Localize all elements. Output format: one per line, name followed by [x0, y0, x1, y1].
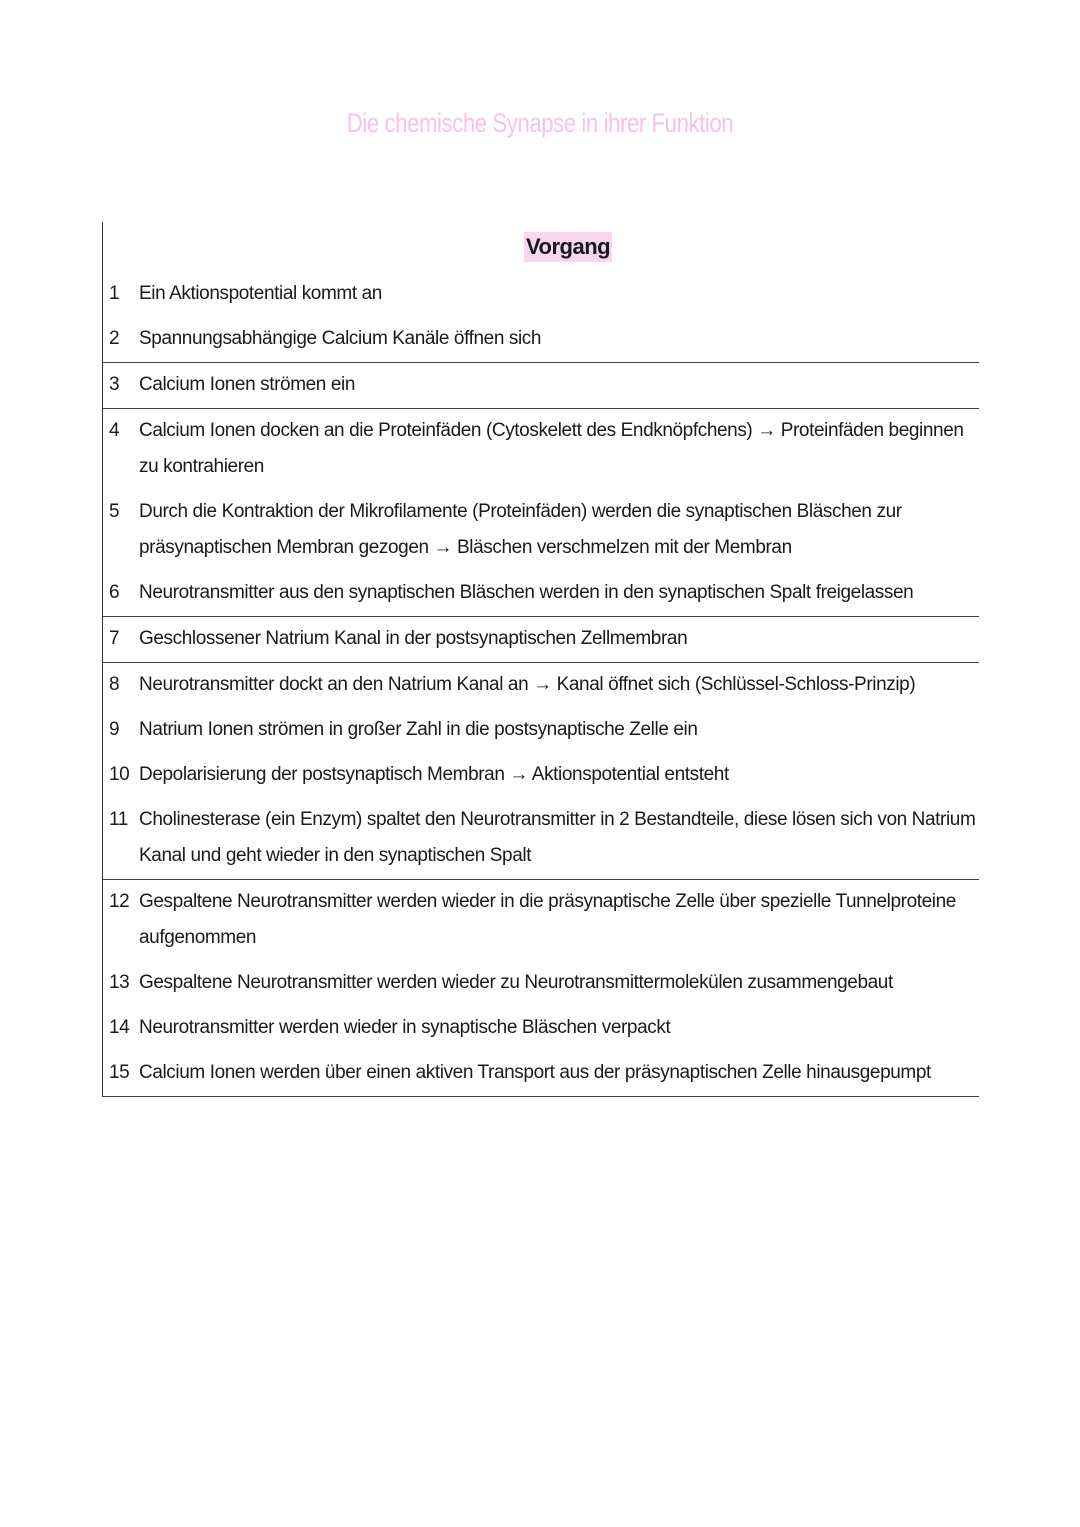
process-table — [102, 222, 979, 1097]
row-number: 11 — [109, 809, 128, 830]
row-number: 2 — [109, 328, 120, 349]
row-text: Geschlossener Natrium Kanal in der postsynaptischen Zellmembran — [139, 628, 688, 649]
table-row — [103, 317, 979, 363]
row-text: Cholinesterase (ein Enzym) spaltet den Neurotransmitter in 2 Bestandteile, diese lösen sich von Natrium Kanal und geht wieder in den synaptischen Spalt — [139, 809, 976, 866]
row-text: Durch die Kontraktion der Mikrofilamente (Proteinfäden) werden die synaptischen Bläschen zur präsynaptischen Membran gezogen → Bläschen verschmelzen mit der Membran — [139, 501, 902, 558]
header-vorgang: Vorgang — [524, 232, 612, 262]
table-row — [103, 272, 979, 317]
table-header — [103, 222, 979, 272]
table-row — [103, 1006, 979, 1051]
table-row — [103, 753, 979, 798]
table-row — [103, 617, 979, 663]
table-row — [103, 708, 979, 753]
row-text: Natrium Ionen strömen in großer Zahl in die postsynaptische Zelle ein — [139, 719, 698, 740]
row-number: 7 — [109, 628, 120, 649]
row-text: Neurotransmitter dockt an den Natrium Kanal an → Kanal öffnet sich (Schlüssel-Schloss-Prinzip) — [139, 674, 916, 695]
row-text: Calcium Ionen strömen ein — [139, 374, 355, 395]
row-text: Calcium Ionen docken an die Proteinfäden (Cytoskelett des Endknöpfchens) → Proteinfäden beginnen zu kontrahieren — [139, 420, 964, 477]
row-text: Depolarisierung der postsynaptisch Membran → Aktionspotential entsteht — [139, 764, 729, 785]
row-text: Spannungsabhängige Calcium Kanäle öffnen sich — [139, 328, 542, 349]
table-row — [103, 363, 979, 409]
row-number: 6 — [109, 582, 120, 603]
table-row — [103, 1051, 979, 1097]
row-text: Neurotransmitter werden wieder in synaptische Bläschen verpackt — [139, 1017, 671, 1038]
row-number: 12 — [109, 891, 130, 912]
table-row — [103, 409, 979, 490]
row-text: Ein Aktionspotential kommt an — [139, 283, 382, 304]
row-number: 9 — [109, 719, 120, 740]
table-row — [103, 490, 979, 571]
table-row — [103, 961, 979, 1006]
row-text: Neurotransmitter aus den synaptischen Bläschen werden in den synaptischen Spalt freigelassen — [139, 582, 914, 603]
row-number: 10 — [109, 764, 130, 785]
row-text: Calcium Ionen werden über einen aktiven Transport aus der präsynaptischen Zelle hinausgepumpt — [139, 1062, 931, 1083]
row-text: Gespaltene Neurotransmitter werden wieder zu Neurotransmittermolekülen zusammengebaut — [139, 972, 893, 993]
table-row — [103, 663, 979, 708]
row-number: 3 — [109, 374, 120, 395]
row-number: 13 — [109, 972, 130, 993]
row-number: 5 — [109, 501, 120, 522]
row-number: 1 — [109, 283, 120, 304]
row-number: 15 — [109, 1062, 130, 1083]
row-text: Gespaltene Neurotransmitter werden wieder in die präsynaptische Zelle über spezielle Tunnelproteine aufgenommen — [139, 891, 956, 948]
table-row — [103, 880, 979, 961]
row-number: 14 — [109, 1017, 130, 1038]
row-number: 8 — [109, 674, 120, 695]
page-title: Die chemische Synapse in ihrer Funktion — [346, 108, 734, 138]
table-row — [103, 571, 979, 617]
row-number: 4 — [109, 420, 120, 441]
table-row — [103, 798, 979, 880]
